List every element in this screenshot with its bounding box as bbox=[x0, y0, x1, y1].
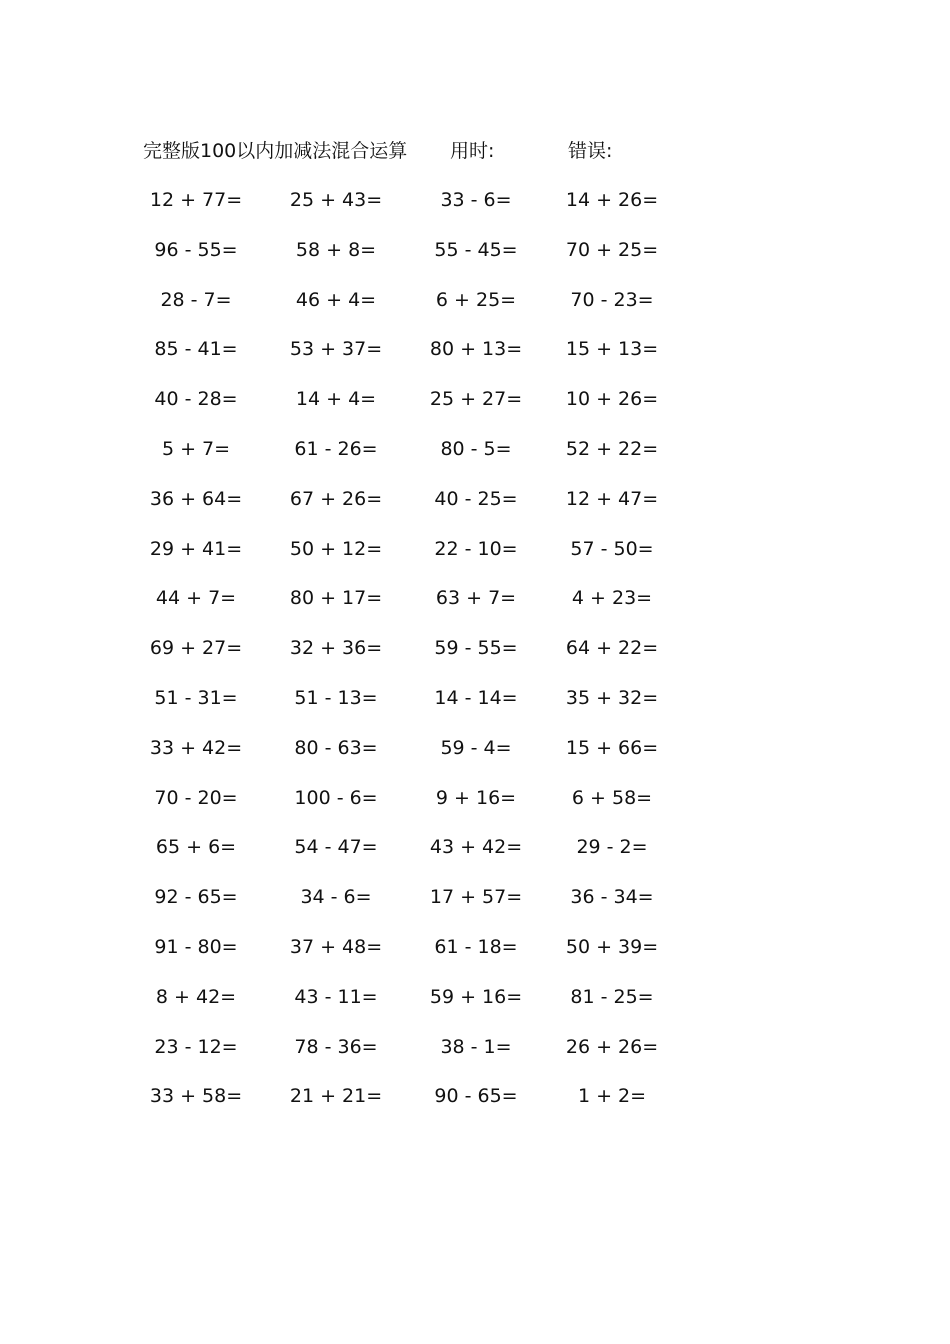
math-problem: 70 - 20= bbox=[154, 786, 238, 809]
math-problem: 50 + 39= bbox=[565, 935, 659, 958]
math-problem: 37 + 48= bbox=[289, 935, 383, 958]
math-problem: 80 - 5= bbox=[440, 437, 512, 460]
math-problem: 40 - 28= bbox=[154, 388, 238, 411]
math-problem: 53 + 37= bbox=[289, 338, 383, 361]
problem-row bbox=[0, 384, 950, 434]
math-problem: 81 - 25= bbox=[570, 985, 654, 1008]
math-problem: 57 - 50= bbox=[570, 537, 654, 560]
math-problem: 92 - 65= bbox=[154, 886, 238, 909]
problem-row bbox=[0, 633, 950, 683]
math-problem: 28 - 7= bbox=[160, 288, 232, 311]
time-label: 用时: bbox=[450, 140, 495, 162]
math-problem: 6 + 25= bbox=[435, 288, 517, 311]
problem-grid bbox=[0, 185, 950, 1131]
math-problem: 9 + 16= bbox=[435, 786, 517, 809]
math-problem: 22 - 10= bbox=[434, 537, 518, 560]
math-problem: 61 - 18= bbox=[434, 935, 518, 958]
math-problem: 70 - 23= bbox=[570, 288, 654, 311]
math-problem: 14 - 14= bbox=[434, 686, 518, 709]
math-problem: 44 + 7= bbox=[155, 587, 237, 610]
math-problem: 8 + 42= bbox=[155, 985, 237, 1008]
problem-row bbox=[0, 982, 950, 1032]
math-problem: 58 + 8= bbox=[295, 238, 377, 261]
math-problem: 51 - 31= bbox=[154, 686, 238, 709]
problem-row bbox=[0, 683, 950, 733]
math-problem: 78 - 36= bbox=[294, 1035, 378, 1058]
math-problem: 17 + 57= bbox=[429, 886, 523, 909]
math-problem: 36 + 64= bbox=[149, 487, 243, 510]
math-problem: 69 + 27= bbox=[149, 637, 243, 660]
problem-row bbox=[0, 783, 950, 833]
math-problem: 80 + 13= bbox=[429, 338, 523, 361]
math-problem: 4 + 23= bbox=[571, 587, 653, 610]
problem-row bbox=[0, 932, 950, 982]
math-problem: 12 + 47= bbox=[565, 487, 659, 510]
problem-row bbox=[0, 1032, 950, 1082]
problem-row bbox=[0, 583, 950, 633]
math-problem: 59 + 16= bbox=[429, 985, 523, 1008]
math-problem: 33 + 42= bbox=[149, 736, 243, 759]
math-problem: 63 + 7= bbox=[435, 587, 517, 610]
math-problem: 55 - 45= bbox=[434, 238, 518, 261]
math-problem: 21 + 21= bbox=[289, 1085, 383, 1108]
math-problem: 29 + 41= bbox=[149, 537, 243, 560]
problem-row bbox=[0, 185, 950, 235]
math-problem: 15 + 13= bbox=[565, 338, 659, 361]
math-problem: 91 - 80= bbox=[154, 935, 238, 958]
problem-row bbox=[0, 1081, 950, 1131]
math-problem: 85 - 41= bbox=[154, 338, 238, 361]
math-problem: 12 + 77= bbox=[149, 189, 243, 211]
math-problem: 14 + 26= bbox=[565, 189, 659, 211]
math-problem: 25 + 43= bbox=[289, 189, 383, 211]
math-problem: 46 + 4= bbox=[295, 288, 377, 311]
math-problem: 100 - 6= bbox=[294, 786, 378, 809]
math-problem: 5 + 7= bbox=[161, 437, 231, 460]
math-problem: 14 + 4= bbox=[295, 388, 377, 411]
math-problem: 59 - 4= bbox=[440, 736, 512, 759]
math-problem: 25 + 27= bbox=[429, 388, 523, 411]
math-problem: 23 - 12= bbox=[154, 1035, 238, 1058]
problem-row bbox=[0, 334, 950, 384]
math-problem: 59 - 55= bbox=[434, 637, 518, 660]
worksheet-header bbox=[0, 136, 950, 166]
math-problem: 61 - 26= bbox=[294, 437, 378, 460]
problem-row bbox=[0, 832, 950, 882]
math-problem: 80 - 63= bbox=[294, 736, 378, 759]
math-problem: 32 + 36= bbox=[289, 637, 383, 660]
math-problem: 35 + 32= bbox=[565, 686, 659, 709]
math-problem: 38 - 1= bbox=[440, 1035, 512, 1058]
math-problem: 65 + 6= bbox=[155, 836, 237, 859]
math-problem: 1 + 2= bbox=[577, 1085, 647, 1108]
math-problem: 33 + 58= bbox=[149, 1085, 243, 1108]
problem-row bbox=[0, 882, 950, 932]
problem-row bbox=[0, 235, 950, 285]
problem-row bbox=[0, 285, 950, 335]
problem-row bbox=[0, 484, 950, 534]
math-problem: 29 - 2= bbox=[576, 836, 648, 859]
problem-row bbox=[0, 534, 950, 584]
math-problem: 33 - 6= bbox=[440, 189, 512, 211]
math-problem: 52 + 22= bbox=[565, 437, 659, 460]
math-problem: 70 + 25= bbox=[565, 238, 659, 261]
problem-row bbox=[0, 434, 950, 484]
math-problem: 34 - 6= bbox=[300, 886, 372, 909]
math-problem: 43 - 11= bbox=[294, 985, 378, 1008]
math-problem: 10 + 26= bbox=[565, 388, 659, 411]
math-problem: 90 - 65= bbox=[434, 1085, 518, 1108]
error-label: 错误: bbox=[568, 140, 613, 162]
math-problem: 80 + 17= bbox=[289, 587, 383, 610]
math-problem: 26 + 26= bbox=[565, 1035, 659, 1058]
worksheet-title: 完整版100以内加减法混合运算 bbox=[143, 140, 408, 162]
math-problem: 64 + 22= bbox=[565, 637, 659, 660]
math-problem: 96 - 55= bbox=[154, 238, 238, 261]
math-problem: 54 - 47= bbox=[294, 836, 378, 859]
math-problem: 15 + 66= bbox=[565, 736, 659, 759]
math-problem: 50 + 12= bbox=[289, 537, 383, 560]
math-problem: 43 + 42= bbox=[429, 836, 523, 859]
problem-row bbox=[0, 733, 950, 783]
math-problem: 36 - 34= bbox=[570, 886, 654, 909]
math-problem: 40 - 25= bbox=[434, 487, 518, 510]
math-problem: 6 + 58= bbox=[571, 786, 653, 809]
math-problem: 51 - 13= bbox=[294, 686, 378, 709]
math-problem: 67 + 26= bbox=[289, 487, 383, 510]
